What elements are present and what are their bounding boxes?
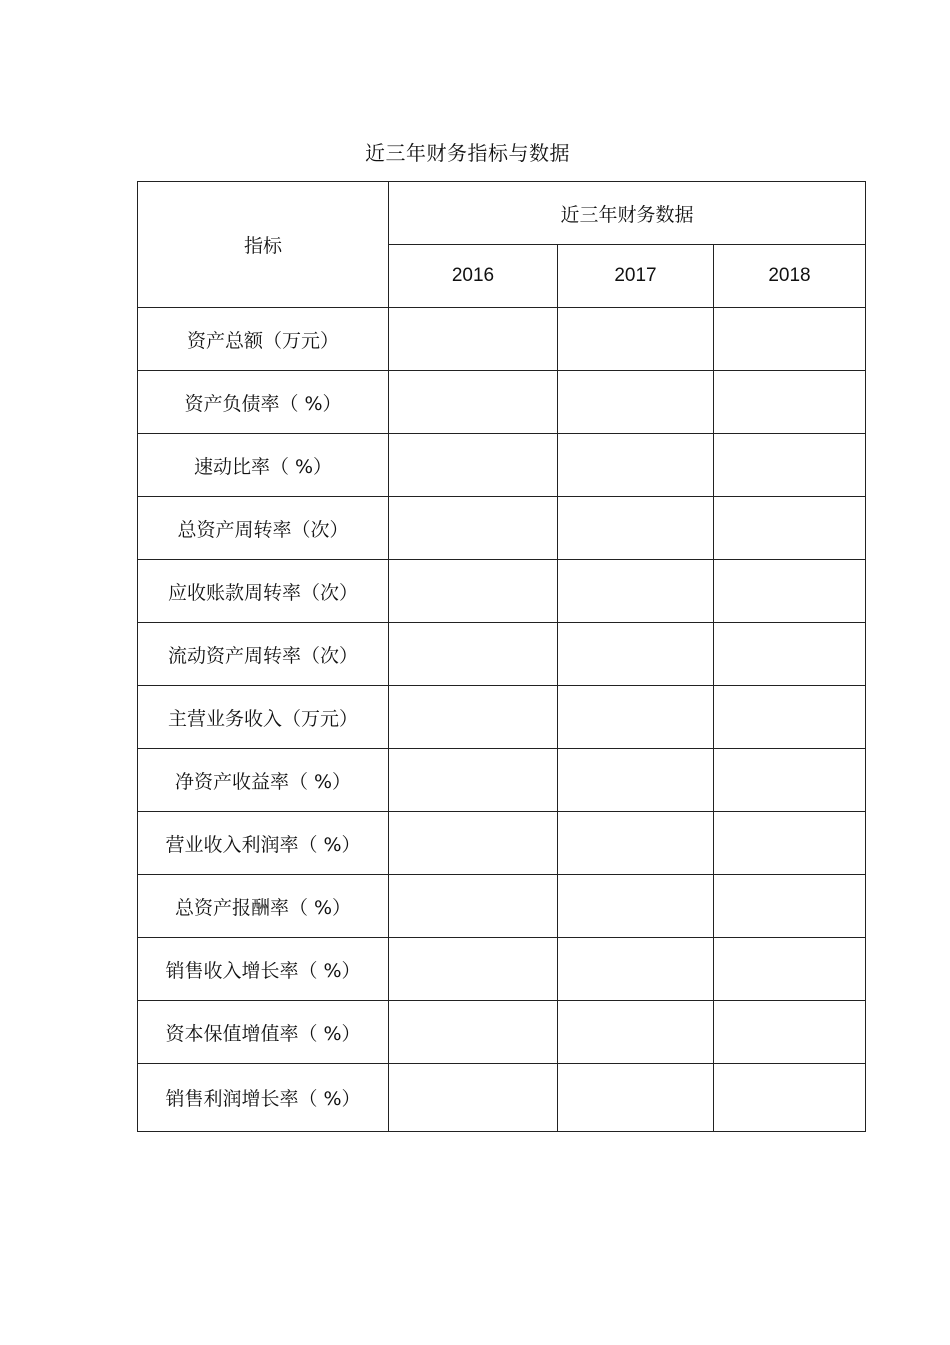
- value-cell-2017[interactable]: [558, 749, 714, 812]
- value-cell-2017[interactable]: [558, 308, 714, 371]
- value-cell-2017[interactable]: [558, 497, 714, 560]
- value-cell-2017[interactable]: [558, 875, 714, 938]
- indicator-label: 资产负债率（ %）: [138, 371, 389, 434]
- indicator-label: 速动比率（ %）: [138, 434, 389, 497]
- value-cell-2017[interactable]: [558, 1064, 714, 1132]
- table-row: [138, 812, 866, 875]
- value-cell-2016[interactable]: [389, 812, 558, 875]
- value-cell-2017[interactable]: [558, 560, 714, 623]
- indicator-label: 销售利润增长率（ %）: [138, 1064, 389, 1132]
- value-cell-2017[interactable]: [558, 812, 714, 875]
- table-row: [138, 434, 866, 497]
- table-row: [138, 938, 866, 1001]
- year-header-2018: 2018: [714, 245, 866, 308]
- table-row: [138, 749, 866, 812]
- value-cell-2016[interactable]: [389, 308, 558, 371]
- header-row-1: [138, 182, 866, 245]
- financial-indicators-table: [137, 181, 866, 1132]
- value-cell-2016[interactable]: [389, 938, 558, 1001]
- value-cell-2017[interactable]: [558, 686, 714, 749]
- value-cell-2016[interactable]: [389, 1064, 558, 1132]
- value-cell-2018[interactable]: [714, 560, 866, 623]
- indicator-label: 营业收入利润率（ %）: [138, 812, 389, 875]
- value-cell-2016[interactable]: [389, 623, 558, 686]
- value-cell-2016[interactable]: [389, 560, 558, 623]
- table-row: [138, 1064, 866, 1132]
- value-cell-2017[interactable]: [558, 623, 714, 686]
- table-row: [138, 497, 866, 560]
- value-cell-2016[interactable]: [389, 434, 558, 497]
- value-cell-2018[interactable]: [714, 1064, 866, 1132]
- value-cell-2018[interactable]: [714, 1001, 866, 1064]
- value-cell-2018[interactable]: [714, 686, 866, 749]
- indicator-label: 应收账款周转率（次）: [138, 560, 389, 623]
- indicator-label: 总资产周转率（次）: [138, 497, 389, 560]
- value-cell-2018[interactable]: [714, 434, 866, 497]
- table-row: [138, 623, 866, 686]
- table-row: [138, 560, 866, 623]
- table-row: [138, 1001, 866, 1064]
- value-cell-2018[interactable]: [714, 749, 866, 812]
- value-cell-2016[interactable]: [389, 371, 558, 434]
- table-row: [138, 308, 866, 371]
- value-cell-2018[interactable]: [714, 371, 866, 434]
- indicator-label: 销售收入增长率（ %）: [138, 938, 389, 1001]
- value-cell-2018[interactable]: [714, 497, 866, 560]
- indicator-header: 指标: [138, 182, 389, 308]
- value-cell-2016[interactable]: [389, 749, 558, 812]
- value-cell-2017[interactable]: [558, 938, 714, 1001]
- year-header-2017: 2017: [558, 245, 714, 308]
- indicator-label: 主营业务收入（万元）: [138, 686, 389, 749]
- value-cell-2018[interactable]: [714, 875, 866, 938]
- value-cell-2018[interactable]: [714, 938, 866, 1001]
- year-header-2016: 2016: [389, 245, 558, 308]
- value-cell-2017[interactable]: [558, 371, 714, 434]
- indicator-label: 资产总额（万元）: [138, 308, 389, 371]
- indicator-label: 总资产报酬率（ %）: [138, 875, 389, 938]
- indicator-label: 净资产收益率（ %）: [138, 749, 389, 812]
- table-row: [138, 875, 866, 938]
- value-cell-2016[interactable]: [389, 497, 558, 560]
- value-cell-2018[interactable]: [714, 308, 866, 371]
- table-row: [138, 371, 866, 434]
- value-cell-2018[interactable]: [714, 623, 866, 686]
- value-cell-2017[interactable]: [558, 1001, 714, 1064]
- value-cell-2016[interactable]: [389, 1001, 558, 1064]
- indicator-label: 流动资产周转率（次）: [138, 623, 389, 686]
- indicator-label: 资本保值增值率（ %）: [138, 1001, 389, 1064]
- value-cell-2017[interactable]: [558, 434, 714, 497]
- value-cell-2016[interactable]: [389, 686, 558, 749]
- table-row: [138, 686, 866, 749]
- value-cell-2016[interactable]: [389, 875, 558, 938]
- page-title: 近三年财务指标与数据: [365, 141, 570, 165]
- group-header: 近三年财务数据: [389, 182, 866, 245]
- value-cell-2018[interactable]: [714, 812, 866, 875]
